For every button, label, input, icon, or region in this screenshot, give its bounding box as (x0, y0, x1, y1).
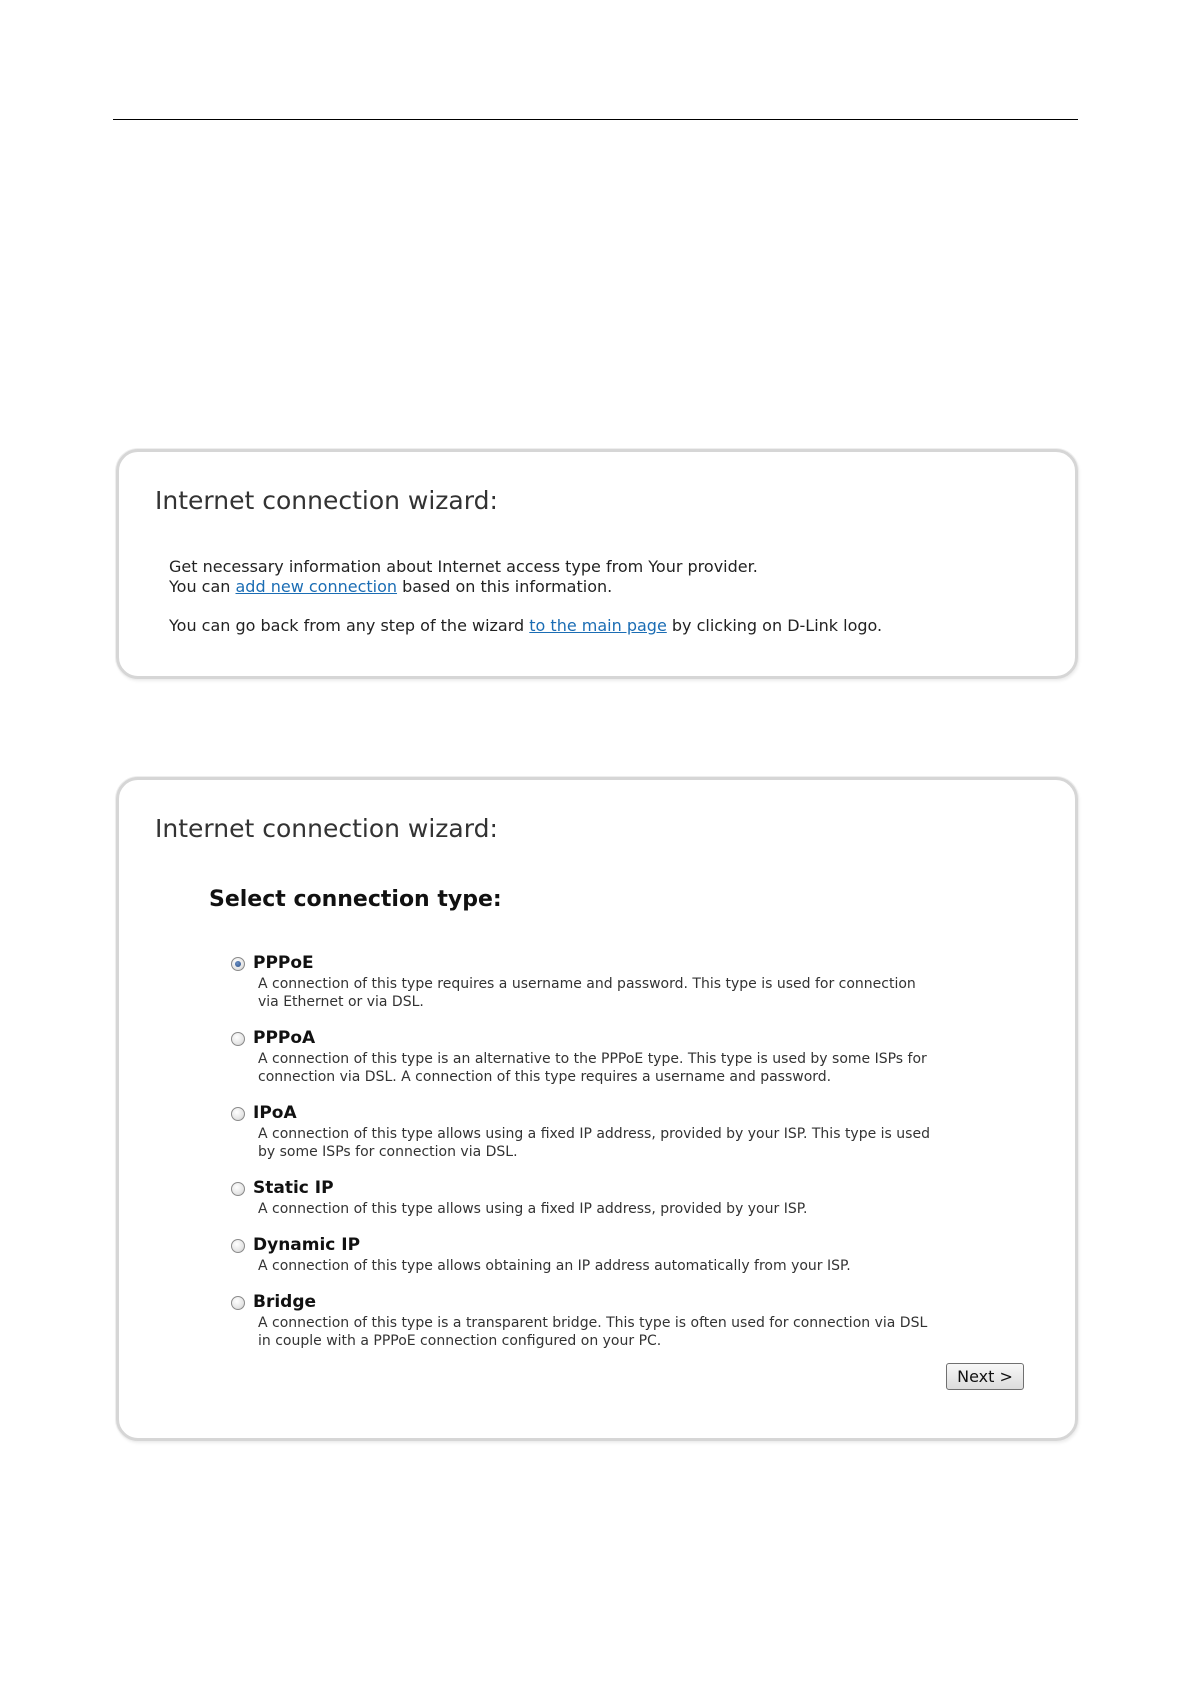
radio-bridge[interactable] (231, 1296, 245, 1310)
header-rule (113, 119, 1078, 120)
option-description: A connection of this type allows using a fixed IP address, provided by your ISP. This type is used by some ISPs for connection via DSL. (258, 1126, 930, 1160)
option-description: A connection of this type is a transparent bridge. This type is often used for connection via DSL in couple with a PPPoE connection configured on your PC. (258, 1315, 928, 1349)
option-description: A connection of this type requires a username and password. This type is used for connection via Ethernet or via DSL. (258, 976, 916, 1010)
option-label: Dynamic IP (253, 1235, 361, 1255)
option-label: IPoA (253, 1103, 297, 1123)
radio-dynamic-ip[interactable] (231, 1239, 245, 1253)
select-connection-type-heading: Select connection type: (209, 887, 502, 912)
panel-title: Internet connection wizard: (155, 486, 498, 515)
option-description: A connection of this type allows obtaining an IP address automatically from your ISP. (258, 1258, 851, 1274)
option-label: PPPoA (253, 1028, 316, 1048)
connection-type-panel (116, 777, 1078, 1441)
info-text-provider: Get necessary information about Internet access type from Your provider. (169, 557, 758, 576)
radio-ipoa[interactable] (231, 1107, 245, 1121)
next-button[interactable]: Next > (946, 1363, 1024, 1390)
option-description: A connection of this type allows using a fixed IP address, provided by your ISP. (258, 1201, 808, 1217)
add-new-connection-link[interactable]: add new connection (235, 577, 398, 596)
option-label: PPPoE (253, 953, 314, 973)
wizard-intro-panel (116, 449, 1078, 679)
info-text-go-back: You can go back from any step of the wizard to the main page by clicking on D-Link logo. (169, 616, 883, 635)
radio-pppoa[interactable] (231, 1032, 245, 1046)
panel-title: Internet connection wizard: (155, 814, 498, 843)
info-text-add-connection: You can add new connection based on this information. (169, 577, 613, 596)
option-label: Bridge (253, 1292, 317, 1312)
radio-static-ip[interactable] (231, 1182, 245, 1196)
option-label: Static IP (253, 1178, 334, 1198)
main-page-link[interactable]: to the main page (529, 616, 667, 635)
radio-pppoe[interactable] (231, 957, 245, 971)
option-description: A connection of this type is an alternative to the PPPoE type. This type is used by some ISPs for connection via DSL. A connection of this type requires a username and password. (258, 1051, 927, 1085)
